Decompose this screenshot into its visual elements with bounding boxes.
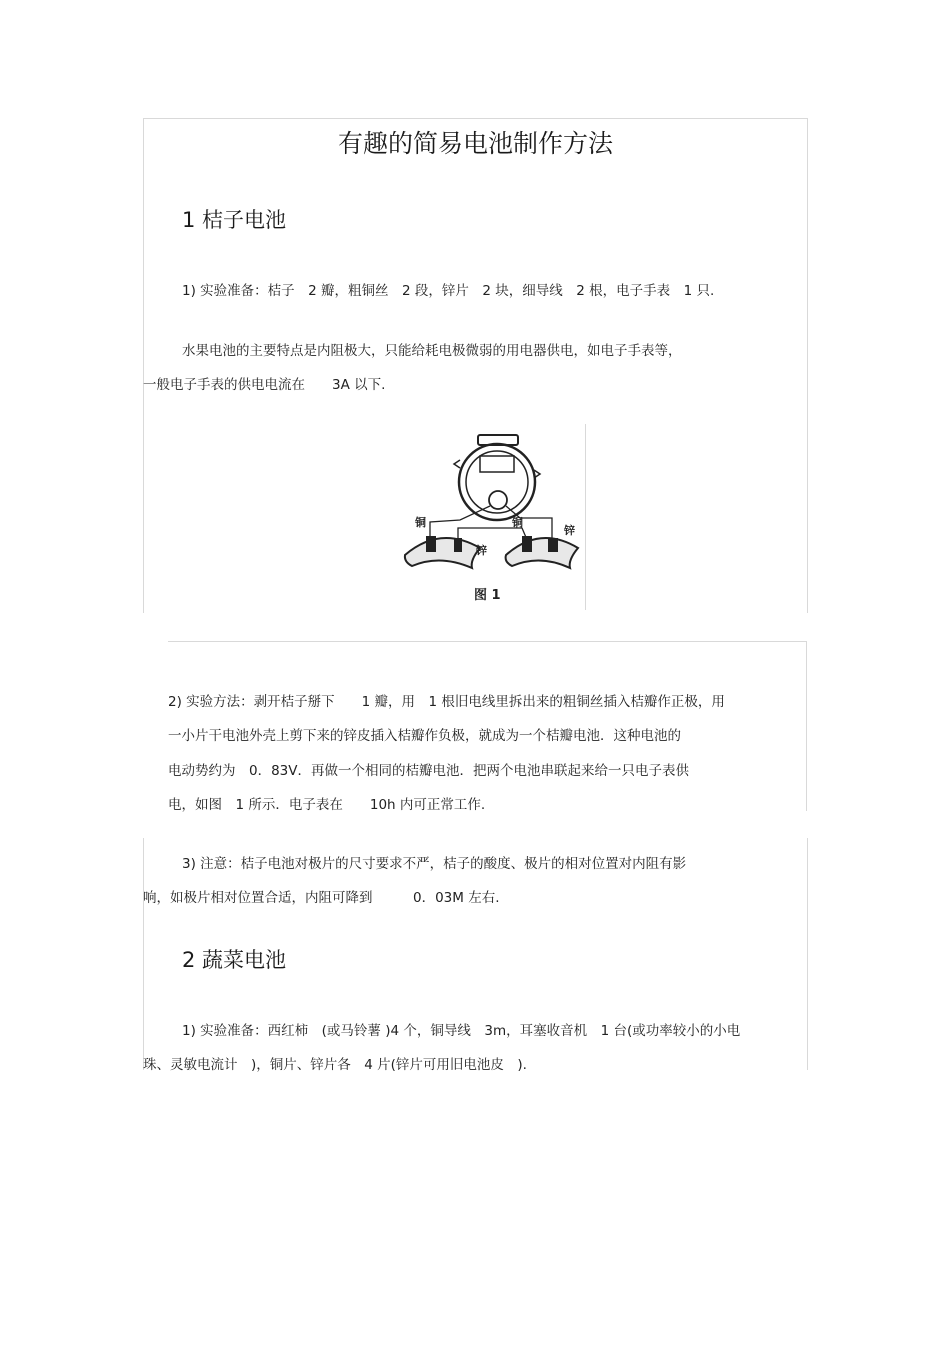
- orange-segment-left: [405, 538, 480, 568]
- orange-segment-right: [506, 538, 578, 568]
- section1-heading: 1 桔子电池: [182, 208, 287, 232]
- copper-electrode-right: [522, 536, 532, 552]
- frame-right-3: [807, 838, 808, 1070]
- section1-note-line1: 水果电池的主要特点是内阻极大，只能给耗电极微弱的用电器供电，如电子手表等，: [182, 343, 682, 359]
- zinc-electrode-right: [548, 538, 558, 552]
- label-zinc-right: 锌: [564, 524, 575, 537]
- label-copper-left: 铜: [415, 516, 426, 529]
- zinc-electrode-left: [454, 538, 462, 552]
- watch-button-left: [454, 460, 460, 468]
- section1-method-line3: 电动势约为 0．83V．再做一个相同的桔瓣电池．把两个电池串联起来给一只电子表供: [168, 763, 690, 779]
- wire-middle: [458, 528, 528, 542]
- figure-1-caption: 图 1: [474, 588, 501, 603]
- frame-top: [143, 118, 808, 119]
- section1-prep: 1) 实验准备：桔子 2 瓣，粗铜丝 2 段，锌片 2 块，细导线 2 根，电子手表 1 只.: [182, 283, 715, 299]
- label-zinc-middle: 锌: [476, 544, 487, 557]
- section1-caution-line1: 3) 注意：桔子电池对极片的尺寸要求不严，桔子的酸度、极片的相对位置对内阻有影: [182, 856, 687, 872]
- section1-method-line1: 2) 实验方法：剥开桔子掰下 1 瓣，用 1 根旧电线里拆出来的粗铜丝插入桔瓣作正极，用: [168, 694, 725, 710]
- section1-caution-line2: 响，如极片相对位置合适，内阻可降到 0．03M 左右.: [143, 890, 500, 906]
- page-title: 有趣的简易电池制作方法: [337, 129, 613, 158]
- copper-electrode-left: [426, 536, 436, 552]
- frame-right-1: [807, 118, 808, 613]
- watch-display: [480, 456, 514, 472]
- frame-left-1: [143, 118, 144, 613]
- section1-method-line4: 电，如图 1 所示．电子表在 10h 内可正常工作.: [168, 797, 486, 813]
- section1-method-line2: 一小片干电池外壳上剪下来的锌皮插入桔瓣作负极，就成为一个桔瓣电池．这种电池的: [168, 728, 681, 744]
- label-copper-right: 铜: [512, 516, 523, 529]
- section2-prep-line1: 1) 实验准备：西红柿 (或马铃薯 )4 个，铜导线 3m，耳塞收音机 1 台(或功率较小的小电: [182, 1023, 741, 1039]
- frame-top-2: [168, 641, 806, 642]
- wire-left: [430, 506, 490, 542]
- frame-left-3: [143, 838, 144, 1070]
- section1-note-line2: 一般电子手表的供电电流在 3A 以下.: [143, 377, 386, 393]
- figure-1-diagram: [400, 430, 590, 610]
- section2-heading: 2 蔬菜电池: [182, 948, 287, 972]
- watch-battery-slot: [489, 491, 507, 509]
- watch-inner-ring: [466, 451, 528, 513]
- frame-right-2: [806, 641, 807, 811]
- section2-prep-line2: 珠、灵敏电流计 )，铜片、锌片各 4 片(锌片可用旧电池皮 ).: [143, 1057, 527, 1073]
